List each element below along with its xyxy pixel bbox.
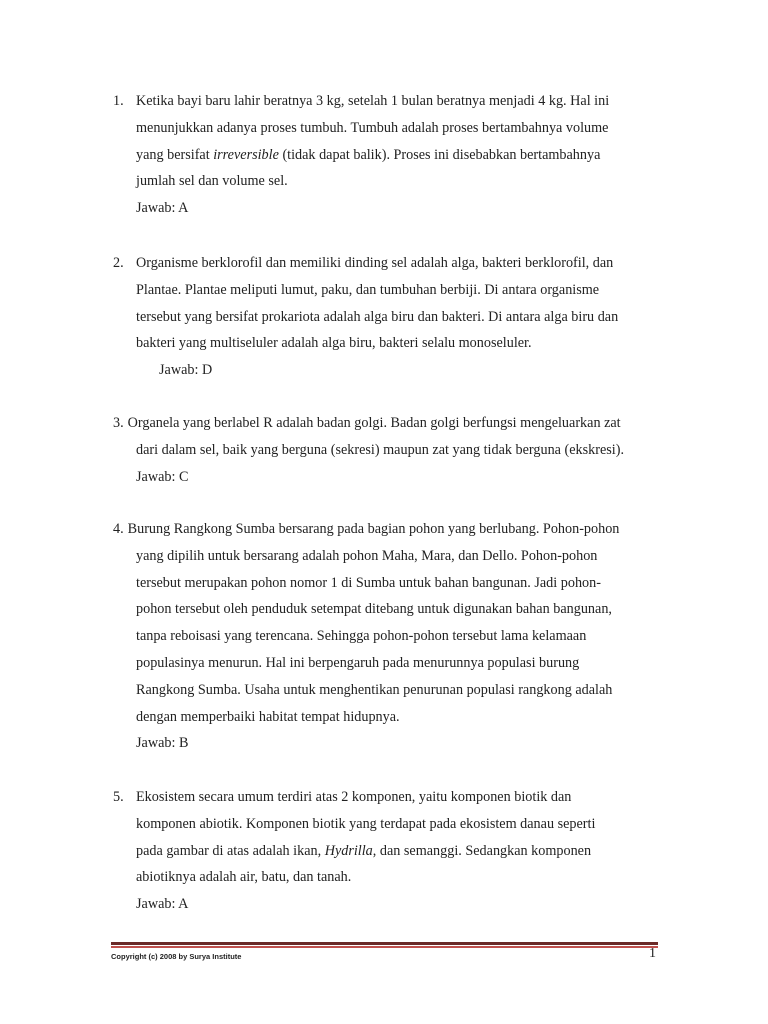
item-3-line-2: dari dalam sel, baik yang berguna (sekresi) maupun zat yang tidak berguna (ekskresi). bbox=[136, 441, 624, 458]
item-4-line-5: tanpa reboisasi yang terencana. Sehingga pohon-pohon tersebut lama kelamaan bbox=[136, 628, 587, 645]
item-2-number: 2. bbox=[113, 255, 124, 271]
item-1-line-4: jumlah sel dan volume sel. bbox=[136, 173, 288, 190]
item-2-answer: Jawab: D bbox=[159, 362, 213, 379]
item-1-line-1 bbox=[113, 88, 661, 115]
item-5-line-2: komponen abiotik. Komponen biotik yang terdapat pada ekosistem danau seperti bbox=[136, 815, 596, 832]
footer-copyright: Copyright (c) 2008 by Surya Institute bbox=[111, 952, 242, 961]
item-4-line-7: Rangkong Sumba. Usaha untuk menghentikan penurunan populasi rangkong adalah bbox=[136, 681, 613, 698]
item-2-text-1: Organisme berklorofil dan memiliki dinding sel adalah alga, bakteri berklorofil, dan bbox=[136, 255, 614, 271]
item-5-line-1 bbox=[113, 784, 661, 811]
answer-item-2 bbox=[113, 250, 661, 384]
item-4-line-1 bbox=[113, 516, 661, 543]
item-1-line-3 bbox=[113, 142, 661, 169]
item-1-line-3-post: (tidak dapat balik). Proses ini disebabkan bertambahnya bbox=[278, 146, 601, 163]
item-1-answer: Jawab: A bbox=[136, 200, 189, 217]
item-4-line-6: populasinya menurun. Hal ini berpengaruh pada menurunnya populasi burung bbox=[136, 654, 580, 671]
item-4-line-2: yang dipilih untuk bersarang adalah pohon Maha, Mara, dan Dello. Pohon-pohon bbox=[136, 547, 598, 564]
answer-item-1 bbox=[113, 88, 661, 222]
item-1-line-2: menunjukkan adanya proses tumbuh. Tumbuh adalah proses bertambahnya volume bbox=[136, 119, 609, 136]
item-2-line-3: tersebut yang bersifat prokariota adalah alga biru dan bakteri. Di antara alga biru dan bbox=[136, 308, 619, 325]
item-2-line-4: bakteri yang multiseluler adalah alga biru, bakteri selalu monoseluler. bbox=[136, 335, 532, 352]
answer-item-5 bbox=[113, 784, 661, 918]
item-5-line-4: abiotiknya adalah air, batu, dan tanah. bbox=[136, 869, 352, 886]
item-3-number: 3. bbox=[113, 415, 124, 431]
footer-rule-light bbox=[111, 946, 658, 948]
item-2-line-1 bbox=[113, 250, 661, 277]
item-2-line-2: Plantae. Plantae meliputi lumut, paku, dan tumbuhan berbiji. Di antara organisme bbox=[136, 281, 600, 298]
item-4-line-8: dengan memperbaiki habitat tempat hidupnya. bbox=[136, 708, 400, 725]
answer-item-4 bbox=[113, 516, 661, 757]
item-5-line-3-pre: pada gambar di atas adalah ikan, bbox=[136, 842, 325, 859]
item-4-answer: Jawab: B bbox=[136, 735, 189, 752]
item-1-line-3-pre: yang bersifat bbox=[136, 146, 214, 163]
page-number: 1 bbox=[649, 946, 656, 961]
item-4-line-3: tersebut merupakan pohon nomor 1 di Sumba untuk bahan bangunan. Jadi pohon- bbox=[136, 574, 601, 591]
item-5-term: Hydrilla bbox=[324, 842, 373, 859]
item-5-text-1: Ekosistem secara umum terdiri atas 2 komponen, yaitu komponen biotik dan bbox=[136, 789, 572, 805]
item-5-answer: Jawab: A bbox=[136, 896, 189, 913]
item-3-line-1 bbox=[113, 410, 661, 437]
item-4-line-4: pohon tersebut oleh penduduk setempat ditebang untuk digunakan bahan bangunan, bbox=[136, 601, 612, 618]
item-5-number: 5. bbox=[113, 789, 124, 805]
item-1-term: irreversible bbox=[213, 146, 279, 163]
answer-item-3 bbox=[113, 410, 661, 490]
item-5-line-3-post: , dan semanggi. Sedangkan komponen bbox=[372, 842, 592, 859]
item-4-number: 4. bbox=[113, 521, 124, 537]
item-1-text-1: Ketika bayi baru lahir beratnya 3 kg, setelah 1 bulan beratnya menjadi 4 kg. Hal ini bbox=[136, 93, 610, 109]
item-4-text-1: Burung Rangkong Sumba bersarang pada bagian pohon yang berlubang. Pohon-pohon bbox=[127, 521, 620, 537]
item-3-text-1: Organela yang berlabel R adalah badan golgi. Badan golgi berfungsi mengeluarkan zat bbox=[127, 415, 621, 431]
footer-rule-dark bbox=[111, 942, 658, 945]
item-3-answer: Jawab: C bbox=[136, 468, 189, 485]
item-1-number: 1. bbox=[113, 93, 124, 109]
item-5-line-3 bbox=[113, 838, 661, 865]
